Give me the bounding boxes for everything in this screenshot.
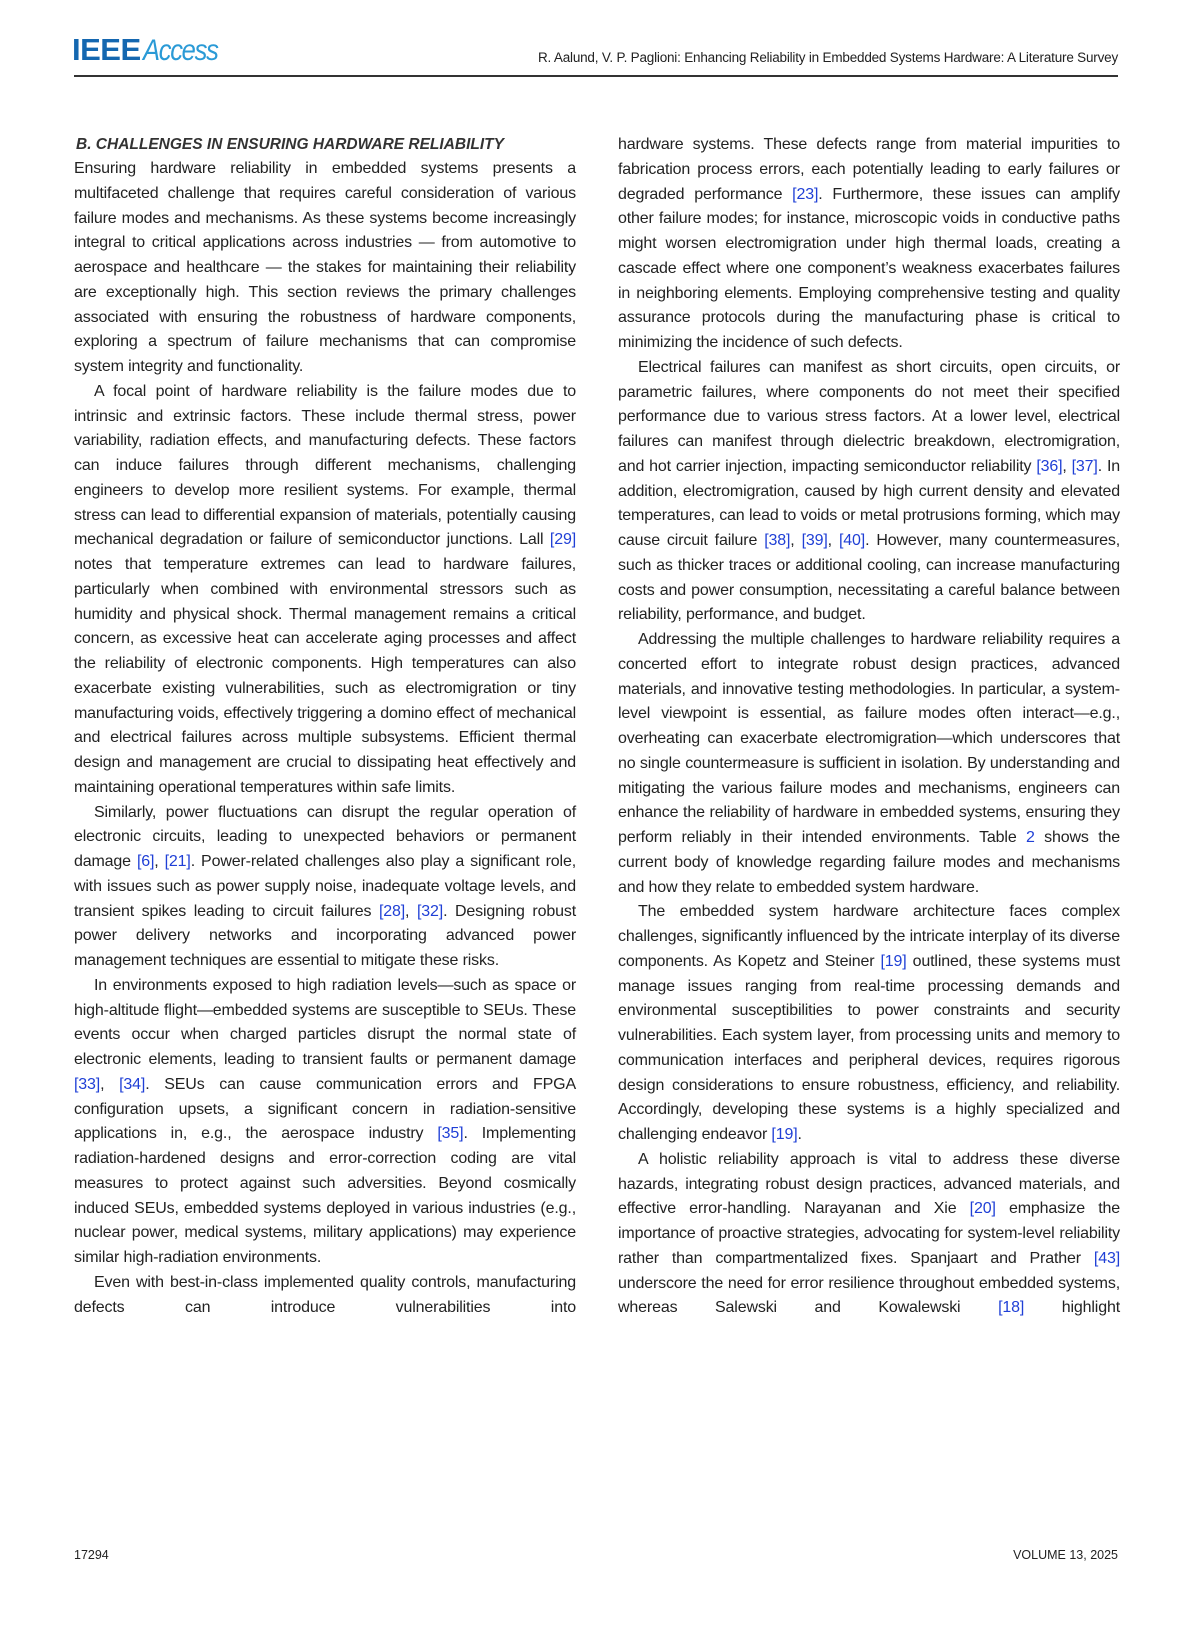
- citation-link[interactable]: [6]: [136, 853, 155, 870]
- paragraph-text: A holistic reliability approach is vital to address these diverse hazards, integrating robust design practices, advanced materials, and effective error-handling. Narayanan and Xie: [618, 1150, 1120, 1218]
- paragraph: [74, 801, 576, 974]
- citation-link[interactable]: [37]: [1071, 457, 1098, 475]
- paragraph-text: Electrical failures can manifest as short circuits, open circuits, or parametric failures, where components do not meet their specified performance due to various stress factors. At a lower level, electrical failures can manifest through dielectric breakdown, electromigration, and hot carrier injection, impacting semiconductor reliability: [618, 358, 1120, 475]
- citation-link[interactable]: [32]: [416, 902, 444, 920]
- paragraph-text: highlight: [1024, 1299, 1120, 1317]
- paragraph-text: Ensuring hardware reliability in embedded systems presents a multifaceted challenge that requires careful consideration of various failure modes and mechanisms. As these systems become increasingly integral to critical applications across industries — from automotive to aerospace and healthcare — the stakes for maintaining their reliability are exceptionally high. This section reviews the primary challenges associated with ensuring the robustness of hardware components, exploring a spectrum of failure mechanisms that can compromise system integrity and functionality.: [74, 160, 576, 375]
- paragraph: [618, 133, 1120, 356]
- paragraph-text: outlined, these systems must manage issues ranging from real-time processing demands and environmental susceptibilities to power constraints and security vulnerabilities. Each system layer, from processing units and memory to communication interfaces and peripheral devices, requires rigorous design considerations to ensure robustness, efficiency, and reliability. Accordingly, developing these systems is a highly specialized and challenging endeavor: [618, 952, 1120, 1143]
- paragraph: [74, 1271, 576, 1321]
- volume-info: VOLUME 13, 2025: [1013, 1548, 1118, 1562]
- citation-link[interactable]: [43]: [1093, 1249, 1120, 1267]
- paragraph-text: The embedded system hardware architecture faces complex challenges, significantly influenced by the intricate interplay of its diverse components. As Kopetz and Steiner: [618, 903, 1120, 970]
- citation-link[interactable]: [29]: [549, 531, 576, 549]
- paragraph: [74, 380, 576, 801]
- section-heading: B. CHALLENGES IN ENSURING HARDWARE RELIABILITY: [76, 136, 504, 153]
- paragraph: [618, 628, 1120, 900]
- page-number: 17294: [74, 1548, 109, 1562]
- paragraph: [618, 1148, 1120, 1321]
- citation-link[interactable]: [18]: [998, 1299, 1025, 1317]
- citation-link[interactable]: [21]: [164, 853, 191, 870]
- paragraph-text: . Designing robust power delivery networks and incorporating advanced power management techniques are essential to mitigate these risks.: [74, 902, 577, 969]
- paragraph-text: ,: [154, 853, 165, 870]
- paragraph-text: underscore the need for error resilience throughout embedded systems, whereas Salewski and Kowalewski: [618, 1274, 1120, 1317]
- citation-link[interactable]: 2: [1026, 829, 1035, 846]
- paragraph-text: In environments exposed to high radiation levels—such as space or high-altitude flight—embedded systems are susceptible to SEUs. These events occur when charged particles disrupt the normal state of electronic elements, leading to transient faults or permanent damage: [74, 976, 576, 1068]
- paragraph: [618, 900, 1120, 1148]
- paragraph-text: ,: [1062, 457, 1072, 475]
- paragraph-text: . Implementing radiation-hardened designs and error-correction coding are vital measures to protect against such adversities. Beyond cosmically induced SEUs, embedded systems deployed in various industries (e.g., nuclear power, medical systems, military applications) may experience similar high-radiation environments.: [74, 1125, 576, 1266]
- logo-ieee: IEEE: [72, 32, 141, 67]
- citation-link[interactable]: [20]: [969, 1200, 996, 1218]
- paragraph-text: . Power-related challenges also play a significant role, with issues such as power supply noise, inadequate voltage levels, and transient spikes leading to circuit failures: [74, 853, 576, 920]
- citation-link[interactable]: [33]: [74, 1075, 101, 1093]
- paragraph-text: Addressing the multiple challenges to hardware reliability requires a concerted effort to integrate robust design practices, advanced materials, and innovative testing methodologies. In particular, a system-level viewpoint is essential, as failure modes often interact—e.g., overheating can exacerbate electromigration—which underscores that no single countermeasure is sufficient in isolation. By understanding and mitigating the various failure modes and mechanisms, engineers can enhance the reliability of hardware in embedded systems, ensuring they perform reliably in their intended environments. Table: [618, 631, 1120, 846]
- citation-link[interactable]: [23]: [792, 185, 819, 203]
- paragraph-text: notes that temperature extremes can lead to hardware failures, particularly when combined with environmental stressors such as humidity and physical shock. Thermal management remains a critical concern, as excessive heat can accelerate aging processes and affect the reliability of electronic components. High temperatures can also exacerbate existing vulnerabilities, such as electromigration or tiny manufacturing voids, effectively triggering a domino effect of mechanical and electrical failures across multiple subsystems. Efficient thermal design and management are crucial to dissipating heat effectively and maintaining operational temperatures within safe limits.: [74, 556, 576, 796]
- citation-link[interactable]: [28]: [378, 902, 406, 920]
- citation-link[interactable]: [39]: [801, 532, 828, 549]
- paragraph: [618, 356, 1120, 628]
- paragraph-text: . However, many countermeasures, such as thicker traces or additional cooling, can increase manufacturing costs and power consumption, necessitating a careful balance between reliability, performance, and budget.: [618, 532, 1121, 624]
- header-rule: [74, 75, 1118, 77]
- paragraph: [74, 157, 576, 380]
- citation-link[interactable]: [35]: [437, 1125, 464, 1143]
- paragraph-text: A focal point of hardware reliability is the failure modes due to intrinsic and extrinsic factors. These include thermal stress, power variability, radiation effects, and manufacturing defects. These factors can induce failures through different mechanisms, challenging engineers to develop more resilient systems. For example, thermal stress can lead to differential expansion of materials, potentially causing mechanical degradation or failure of semiconductor junctions. Lall: [74, 382, 576, 549]
- citation-link[interactable]: [38]: [764, 532, 791, 549]
- right-column: [618, 133, 1120, 1321]
- paragraph: [74, 974, 576, 1271]
- paragraph-text: . SEUs can cause communication errors and FPGA configuration upsets, a significant concern in radiation-sensitive applications in, e.g., the aerospace industry: [74, 1075, 576, 1143]
- citation-link[interactable]: [34]: [119, 1075, 146, 1093]
- logo-access: Access: [142, 34, 218, 67]
- running-title: R. Aalund, V. P. Paglioni: Enhancing Reliability in Embedded Systems Hardware: A Literature Survey: [538, 50, 1118, 65]
- citation-link[interactable]: [19]: [771, 1126, 798, 1143]
- paragraph-text: Similarly, power fluctuations can disrupt the regular operation of electronic circuits, leading to unexpected behaviors or permanent damage: [74, 803, 576, 870]
- paragraph-text: ,: [405, 902, 417, 920]
- paragraph-text: emphasize the importance of proactive strategies, advocating for system-level reliability rather than compartmentalized fixes. Spanjaart and Prather: [618, 1200, 1120, 1267]
- paragraph-text: shows the current body of knowledge regarding failure modes and mechanisms and how they relate to embedded system hardware.: [618, 829, 1120, 896]
- citation-link[interactable]: [36]: [1036, 457, 1063, 475]
- citation-link[interactable]: [40]: [838, 532, 866, 549]
- left-column: [74, 133, 576, 1320]
- paragraph-text: . In addition, electromigration, caused by high current density and elevated temperatures, can lead to voids or metal protrusions forming, which may cause circuit failure: [618, 457, 1121, 549]
- paragraph-text: ,: [100, 1075, 120, 1093]
- paragraph-text: .: [797, 1126, 802, 1143]
- paragraph-text: ,: [790, 532, 802, 549]
- paragraph-text: Even with best-in-class implemented quality controls, manufacturing defects can introduce vulnerabilities into: [74, 1273, 576, 1316]
- ieee-access-logo: [72, 32, 230, 68]
- paragraph-text: ,: [827, 532, 839, 549]
- citation-link[interactable]: [19]: [880, 952, 907, 970]
- paragraph-text: hardware systems. These defects range from material impurities to fabrication process errors, each potentially leading to early failures or degraded performance: [618, 136, 1120, 203]
- paragraph-text: . Furthermore, these issues can amplify other failure modes; for instance, microscopic voids in conductive paths might worsen electromigration under high thermal loads, creating a cascade effect where one component’s weakness exacerbates failures in neighboring elements. Employing comprehensive testing and quality assurance protocols during the manufacturing phase is critical to minimizing the incidence of such defects.: [618, 185, 1120, 351]
